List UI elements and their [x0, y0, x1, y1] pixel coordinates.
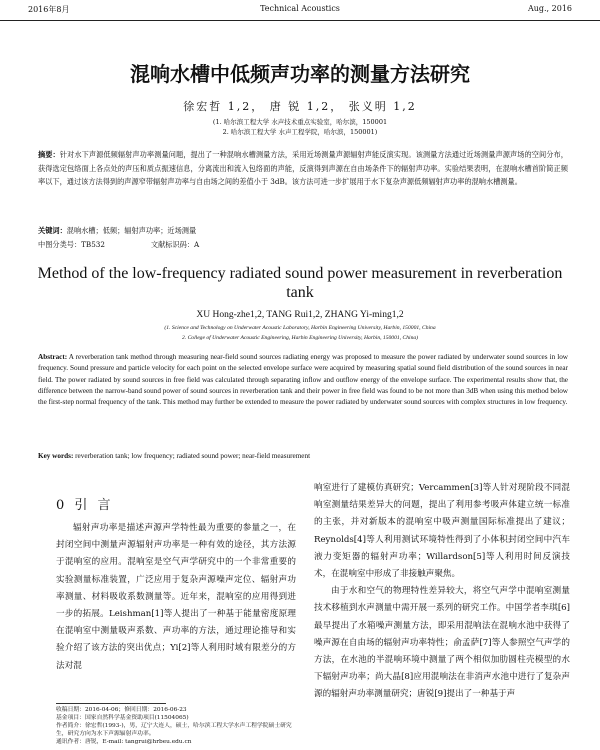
- english-authors: XU Hong-zhe1,2, TANG Rui1,2, ZHANG Yi-ming1,2: [196, 310, 404, 320]
- chinese-keywords: [38, 226, 568, 236]
- right-column-paragraph-2: 由于水和空气的物理特性差异较大，将空气声学中混响室测量技术移植到水声测量中需开展一系列的研究工作。中国学者李琪[6]最早提出了水箱噪声测量方法，即采用混响法在混响水池中获得了噪声源在自由场的辐射声功率特性；俞孟萨[7]等人参照空气声学的方法，在水池的半混响环境中测量了两个相似加肋圆柱壳模型的水下辐射声功率；尚大晶[8]应用混响法在非消声水池中进行了复杂声源的辐射声功率测量研究；唐锐[9]提出了一种基于声: [314, 586, 570, 700]
- chinese-abstract: [38, 148, 568, 189]
- chinese-affiliation-2: 2. 哈尔滨工程大学 水声工程学院，哈尔滨，150001): [222, 128, 378, 136]
- section-heading-introduction: 0 引 言: [56, 498, 114, 513]
- running-header: [0, 0, 600, 21]
- footnote-received-date: 收稿日期：2016-04-06；修回日期：2016-06-23: [56, 707, 187, 713]
- english-abstract-label: Abstract:: [38, 353, 68, 361]
- english-title: Method of the low-frequency radiated sound power measurement in reverberation tank: [37, 265, 563, 301]
- header-date: 2016年8月: [28, 5, 70, 14]
- chinese-title: 混响水槽中低频声功率的测量方法研究: [130, 62, 470, 86]
- chinese-keywords-label: 关键词：: [38, 226, 67, 235]
- chinese-keywords-text: 混响水槽；低频；辐射声功率；近场测量: [66, 226, 197, 235]
- header-date-en: Aug., 2016: [527, 4, 572, 13]
- english-affiliation-2: 2. College of Underwater Acoustic Engineering, Harbin Engineering University, Harbin, 150001, China): [181, 335, 419, 341]
- body-right-column: [314, 480, 570, 704]
- chinese-affiliation-1: (1. 哈尔滨工程大学 水声技术重点实验室，哈尔滨，150001: [212, 118, 388, 126]
- header-journal: Technical Acoustics: [260, 4, 340, 13]
- footnote-corresponding-author: 通讯作者：唐锐，E-mail: tangrui@hrbeu.edu.cn: [56, 739, 192, 745]
- english-keywords-label: Key words:: [38, 452, 74, 460]
- footnote-author-bio: 作者简介：徐宏哲(1993-)，男，辽宁大连人，硕士，哈尔滨工程大学水声工程学院硕士研究生，研究方向为水下声源辐射声功率。: [56, 723, 292, 737]
- english-keywords-text: reverberation tank; low frequency; radiated sound power; near-field measurement: [75, 452, 311, 460]
- classification-number: 中图分类号：TB532: [38, 240, 105, 249]
- classification-line: [38, 240, 568, 250]
- chinese-authors: 徐宏哲 1,2， 唐 锐 1,2， 张义明 1,2: [183, 100, 417, 113]
- footnote-block: [56, 706, 296, 746]
- document-code: 文献标识码：A: [150, 240, 200, 249]
- right-column-paragraph-1: 响室进行了建模仿真研究；Vercammen[3]等人针对现阶段不同混响室测量结果差异大的问题，提出了利用参考吸声体建立统一标准的主张，并对新版本的混响室中吸声测量国际标准提出了建议；Reynolds[4]等人利用测试环境特性得到了小体积封闭空间中汽车液力变矩器的辐射声功率；Willardson[5]等人利用时间反演技术，在混响室中形成了非接触声聚焦。: [314, 483, 570, 580]
- chinese-abstract-text: 针对水下声源低频辐射声功率测量问题，提出了一种混响水槽测量方法，采用近场测量声源辐射声能反演实现。该测量方法通过近场测量声源声场的空间分布，获得选定包络面上各点处的声压和质点振速信息，分离流出和流入包络面的声能，反演得到声源在自由场条件下的辐射声功率。实验结果表明，在混响水槽首阶简正频率以下，通过该方法得到的声源窄带辐射声功率与自由场之间的差值小于 3dB。该方法可进一步扩展用于水下复杂声源低频辐射声功率的混响水槽测量。: [38, 150, 568, 187]
- chinese-abstract-label: 摘要：: [38, 150, 60, 159]
- english-keywords: [38, 452, 568, 460]
- footnote-divider: [56, 703, 166, 704]
- english-abstract: [38, 352, 568, 408]
- footnote-funding: 基金项目：国家自然科学基金资助项目(11504065): [56, 715, 189, 721]
- english-abstract-text: A reverberation tank method through measuring near-field sound sources radiating energy was proposed to measure the power radiated by underwater sound sources in low frequency. Sound pressure and particle velocity for each point on the selected envelope surface were acquired by measuring spatial sound field distribution of the sound sources in near field. The power radiated by sound sources in free field was calculated through separating inflow and outflow energy of the envelope surface. The experimental results show that, the difference between the narrow-band sound power of sound sources in reverberation tank and their power in free field was found to be not more than 3dB when using this method below the first-step normal frequency of the tank. This method may further be extended to measure the power radiated by underwater sound sources with complex structures in low frequency.: [38, 353, 568, 407]
- body-left-column: 辐射声功率是描述声源声学特性最为重要的参量之一，在封闭空间中测量声源辐射声功率是一种有效的途径，其方法源于混响室的应用。混响室是空气声学研究中的一个非常重要的实验测量标准装置，广泛应用于复杂声源噪声定位、辐射声功率测量、材料吸收系数测量等。近年来，混响室的应用得到进一步的拓展。Leishman[1]等人提出了一种基于能量密度原理在混响室中测量吸声系数、声功率的方法，通过理论推导和实验介绍了该方法的突出优点；Yi[2]等人利用时域有限差分的方法对混: [56, 523, 296, 671]
- english-affiliation-1: (1. Science and Technology on Underwater Acoustic Laboratory, Harbin Engineering University, Harbin, 150001, China: [164, 325, 436, 331]
